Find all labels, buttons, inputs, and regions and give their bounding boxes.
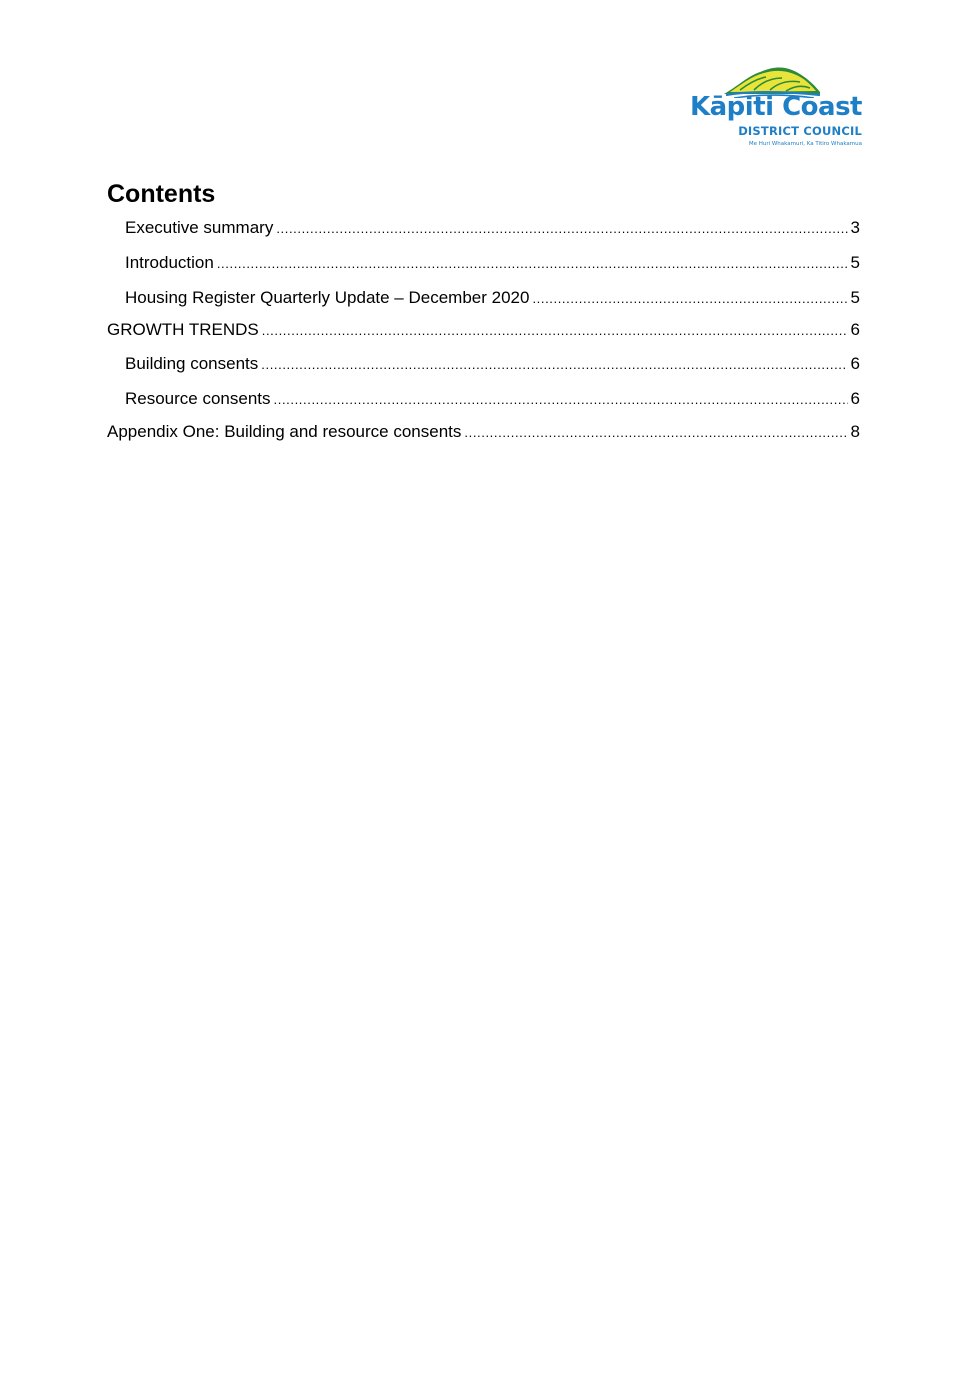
toc-entry-title: Appendix One: Building and resource consents — [107, 422, 462, 441]
toc-dot-leader — [276, 218, 847, 240]
toc-entry-executive-summary[interactable] — [125, 217, 860, 239]
logo-subtitle: DISTRICT COUNCIL — [738, 124, 862, 138]
contents-heading: Contents — [107, 180, 216, 208]
toc-entry-title: Introduction — [125, 253, 214, 272]
toc-entry-building-consents[interactable] — [125, 353, 860, 375]
toc-entry-introduction[interactable] — [125, 252, 860, 274]
toc-entry-title: Resource consents — [125, 389, 271, 408]
toc-entry-housing-register[interactable] — [125, 287, 860, 309]
toc-entry-page: 5 — [850, 288, 860, 307]
toc-dot-leader — [464, 422, 847, 444]
council-logo — [689, 64, 862, 150]
logo-title: Kāpiti Coast — [689, 92, 862, 122]
toc-dot-leader — [532, 288, 847, 310]
toc-entry-appendix-one[interactable] — [107, 421, 860, 443]
toc-entry-page: 6 — [850, 389, 860, 408]
toc-dot-leader — [261, 354, 847, 376]
toc-dot-leader — [217, 253, 848, 275]
toc-entry-page: 6 — [850, 320, 860, 339]
toc-dot-leader — [262, 320, 848, 342]
logo-tagline: Me Huri Whakamuri, Ka Titiro Whakamua — [748, 141, 862, 147]
toc-entry-growth-trends[interactable] — [107, 319, 860, 341]
toc-entry-title: Building consents — [125, 354, 259, 373]
toc-entry-page: 5 — [850, 253, 860, 272]
toc-entry-resource-consents[interactable] — [125, 388, 860, 410]
toc-entry-page: 8 — [850, 422, 860, 441]
toc-dot-leader — [274, 389, 848, 411]
toc-entry-page: 3 — [850, 218, 860, 237]
toc-entry-title: Housing Register Quarterly Update – December 2020 — [125, 288, 530, 307]
toc-entry-title: GROWTH TRENDS — [107, 320, 259, 339]
toc-entry-title: Executive summary — [125, 218, 274, 237]
toc-entry-page: 6 — [850, 354, 860, 373]
